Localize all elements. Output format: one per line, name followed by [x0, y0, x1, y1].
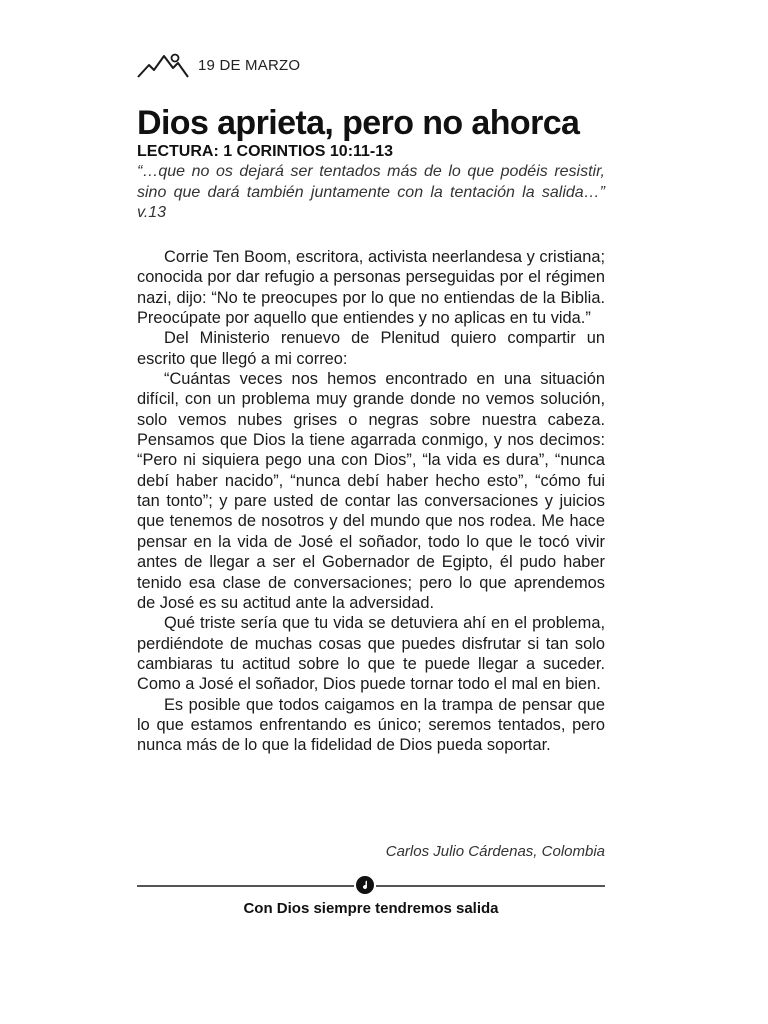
page-header [137, 48, 300, 82]
key-verse: “…que no os dejará ser tentados más de lo que podéis resistir, sino que dará también juntamente con la tentación la salida…” v.13 [137, 163, 605, 221]
divider-badge [354, 874, 376, 896]
page-title: Dios aprieta, pero no ahorca [137, 104, 580, 142]
paragraph: Corrie Ten Boom, escritora, activista neerlandesa y cristiana; conocida por dar refugio a personas perseguidas por el régimen nazi, dijo: “No te preocupes por lo que no entiendas de la Biblia. Preocúpate por aquello que entiendes y no aplicas en tu vida.” [137, 248, 605, 328]
devotional-body [137, 247, 605, 756]
footer-motto: Con Dios siempre tendremos salida [243, 900, 499, 917]
paragraph: Qué triste sería que tu vida se detuviera ahí en el problema, perdiéndote de muchas cosas que puedes disfrutar si tan solo cambiaras tu actitud sobre lo que te puede llegar a suceder. Como a José el soñador, Dios puede tornar todo el mal en bien. [137, 614, 605, 694]
music-note-badge-icon [356, 876, 374, 894]
paragraph: Es posible que todos caigamos en la trampa de pensar que lo que estamos enfrentando es único; seremos tentados, pero nunca más de lo que la fidelidad de Dios pueda soportar. [137, 695, 605, 755]
paragraph: Del Ministerio renuevo de Plenitud quiero compartir un escrito que llegó a mi correo: [137, 329, 605, 368]
author-signature: Carlos Julio Cárdenas, Colombia [385, 843, 605, 860]
page-date: 19 DE MARZO [198, 56, 301, 74]
mountains-sun-icon [137, 50, 189, 80]
paragraph: “Cuántas veces nos hemos encontrado en una situación difícil, con un problema muy grande donde no vemos solución, solo vemos nubes grises o negras sobre nuestra cabeza. Pensamos que Dios la tiene agarrada conmigo, y nos decimos: “Pero ni siquiera pego una con Dios”, “la vida es dura”, “nunca debí haber nacido”, “nunca debí haber hecho esto”, “cómo fui tan tonto”; y pare usted de contar las conversaciones y juicios que tenemos de nosotros y del mundo que nos rodea. Me hace pensar en la vida de José el soñador, todo lo que le tocó vivir antes de llegar a ser el Gobernador de Egipto, él pudo haber tenido esa clase de conversaciones; pero lo que aprendemos de José es su actitud ante la adversidad. [137, 370, 605, 612]
reading-reference: LECTURA: 1 CORINTIOS 10:11-13 [137, 143, 394, 160]
footer-divider [137, 873, 605, 897]
